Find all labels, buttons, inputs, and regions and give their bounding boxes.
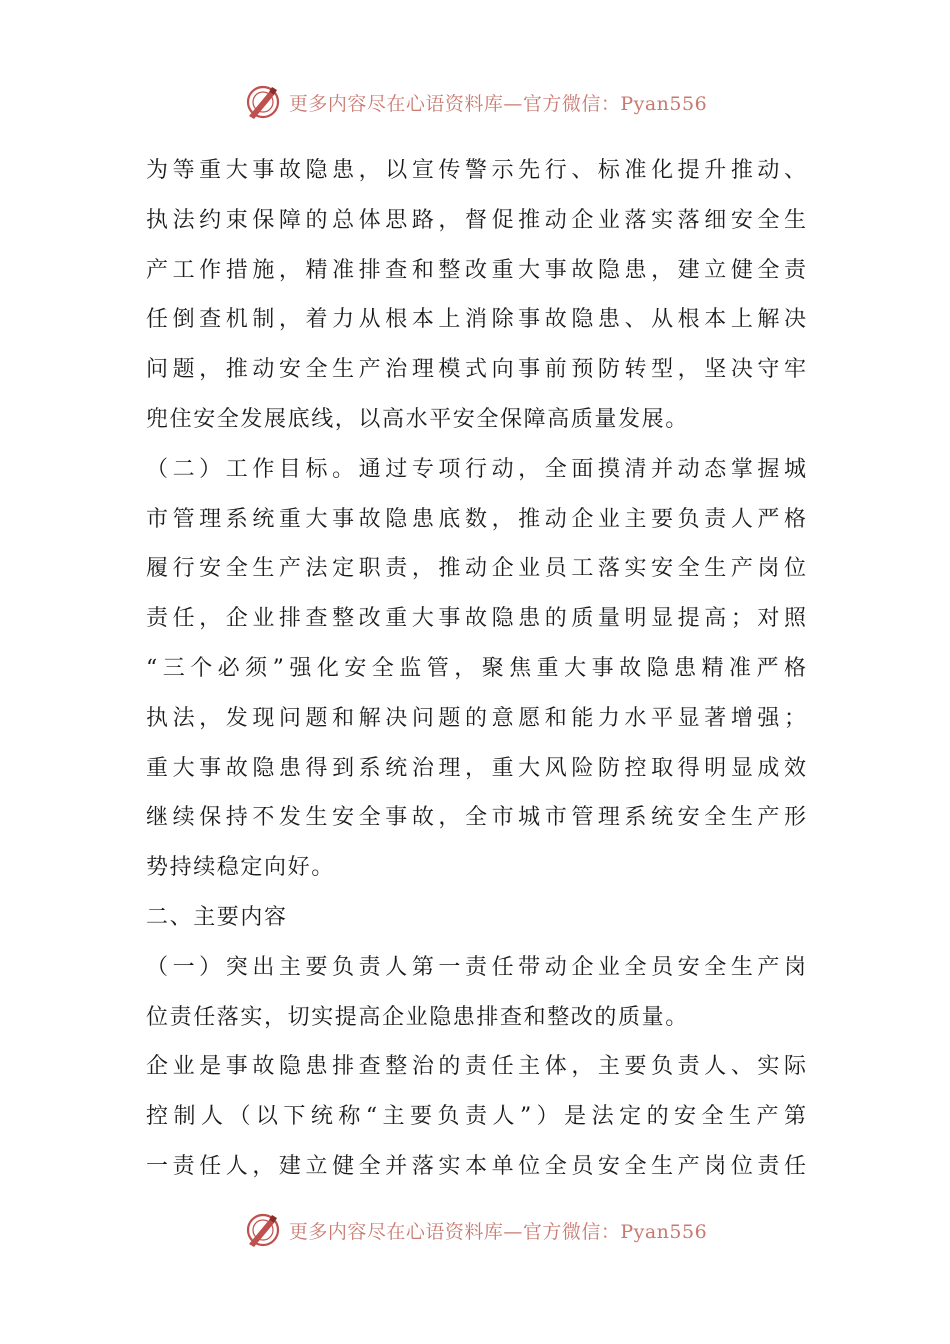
text-line: 履行安全生产法定职责，推动企业员工落实安全生产岗位 — [146, 556, 806, 582]
document-body — [146, 146, 806, 1192]
pen-logo-icon — [243, 82, 283, 122]
text-line: 一责任人，建立健全并落实本单位全员安全生产岗位责任 — [146, 1153, 806, 1179]
footer-banner — [0, 1208, 950, 1252]
text-line: 为等重大事故隐患，以宣传警示先行、标准化提升推动、 — [146, 158, 806, 183]
text-line: 兜住安全发展底线，以高水平安全保障高质量发展。 — [146, 406, 689, 432]
text-line: 执法约束保障的总体思路，督促推动企业落实落细安全生 — [146, 207, 806, 233]
text-line: 企业是事故隐患排查整治的责任主体，主要负责人、实际 — [146, 1054, 806, 1080]
text-line: “三个必须”强化安全监管，聚焦重大事故隐患精准严格 — [146, 655, 806, 681]
text-line: 执法，发现问题和解决问题的意愿和能力水平显著增强； — [146, 705, 806, 731]
text-line: 问题，推动安全生产治理模式向事前预防转型，坚决守牢 — [146, 357, 806, 383]
text-line: 产工作措施，精准排查和整改重大事故隐患，建立健全责 — [146, 257, 806, 283]
text-line: 势持续稳定向好。 — [146, 855, 335, 881]
banner-text: 更多内容尽在心语资料库—官方微信：Pyan556 — [288, 1220, 708, 1243]
pen-logo-icon — [243, 1210, 283, 1250]
text-line: 继续保持不发生安全事故，全市城市管理系统安全生产形 — [146, 805, 806, 831]
text-line: （二）工作目标。通过专项行动，全面摸清并动态掌握城 — [146, 456, 806, 482]
banner-text: 更多内容尽在心语资料库—官方微信：Pyan556 — [288, 92, 708, 115]
text-line: 任倒查机制，着力从根本上消除事故隐患、从根本上解决 — [146, 307, 806, 333]
text-line: 控制人（以下统称“主要负责人”）是法定的安全生产第 — [146, 1104, 806, 1130]
text-line: （一）突出主要负责人第一责任带动企业全员安全生产岗 — [146, 954, 806, 980]
text-line: 市管理系统重大事故隐患底数，推动企业主要负责人严格 — [146, 506, 806, 532]
text-line: 重大事故隐患得到系统治理，重大风险防控取得明显成效 — [146, 755, 806, 781]
header-banner — [0, 80, 950, 124]
text-line: 责任，企业排查整改重大事故隐患的质量明显提高；对照 — [146, 606, 806, 632]
text-line: 位责任落实，切实提高企业隐患排查和整改的质量。 — [146, 1004, 689, 1030]
text-line: 二、主要内容 — [146, 904, 288, 930]
